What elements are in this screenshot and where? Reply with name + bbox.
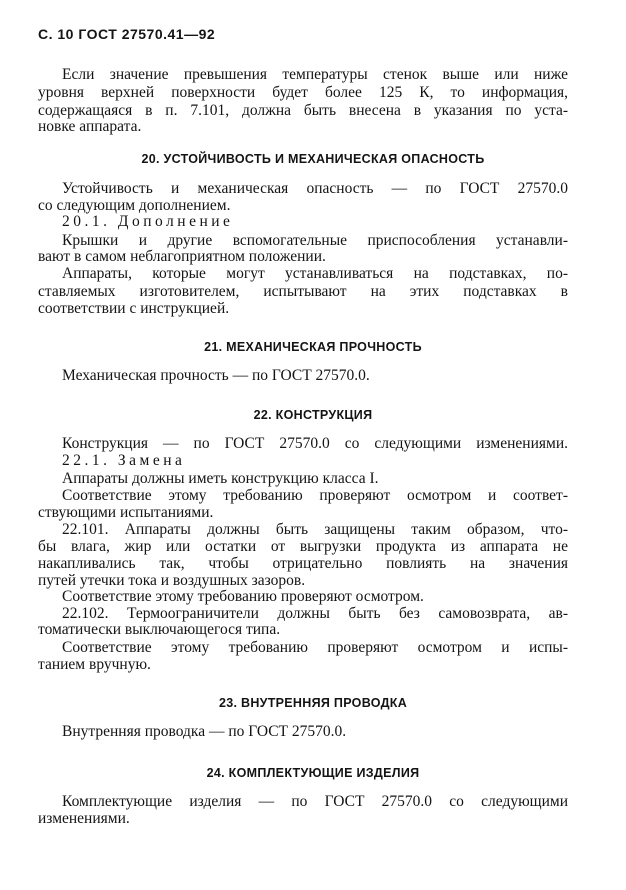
paragraph-line: Соответствие этому требованию проверяют осмотром и соответ-: [62, 487, 568, 504]
section-heading: 23. ВНУТРЕННЯЯ ПРОВОДКА: [218, 696, 408, 710]
paragraph-line: вают в самом неблагоприятном положении.: [38, 248, 326, 265]
clause-label: 20.1. Дополнение: [62, 213, 234, 230]
paragraph-line: уровня верхней поверхности будет более 125 К, то информация,: [38, 84, 568, 101]
paragraph-line: изменениями.: [38, 810, 130, 827]
section-heading: 24. КОМПЛЕКТУЮЩИЕ ИЗДЕЛИЯ: [206, 766, 420, 780]
paragraph-line: Механическая прочность — по ГОСТ 27570.0.: [62, 367, 370, 384]
paragraph-line: новке аппарата.: [38, 118, 142, 135]
paragraph-line: 22.101. Аппараты должны быть защищены таким образом, что-: [62, 521, 568, 538]
paragraph-line: ствующими испытаниями.: [38, 504, 214, 521]
paragraph-line: Конструкция — по ГОСТ 27570.0 со следующими изменениями.: [62, 435, 568, 452]
paragraph-line: Аппараты должны иметь конструкцию класса I.: [62, 470, 379, 487]
paragraph-line: бы влага, жир или остатки от выгрузки продукта из аппарата не: [38, 538, 568, 555]
paragraph-line: 22.102. Термоограничители должны быть без самовозврата, ав-: [62, 605, 568, 622]
clause-label: 22.1. Замена: [62, 452, 186, 469]
paragraph-line: Крышки и другие вспомогательные приспособления устанавли-: [62, 232, 568, 249]
paragraph-line: Если значение превышения температуры стенок выше или ниже: [62, 66, 568, 83]
paragraph-line: Внутренняя проводка — по ГОСТ 27570.0.: [62, 723, 347, 740]
paragraph-line: танием вручную.: [38, 656, 151, 673]
section-heading: 20. УСТОЙЧИВОСТЬ И МЕХАНИЧЕСКАЯ ОПАСНОСТЬ: [141, 152, 485, 166]
paragraph-line: Устойчивость и механическая опасность — по ГОСТ 27570.0: [62, 180, 568, 197]
paragraph-line: путей утечки тока и воздушных зазоров.: [38, 572, 306, 589]
section-heading: 22. КОНСТРУКЦИЯ: [253, 408, 373, 422]
paragraph-line: Аппараты, которые могут устанавливаться на подставках, по-: [62, 265, 568, 282]
paragraph-line: соответствии с инструкцией.: [38, 300, 230, 317]
paragraph-line: содержащаяся в п. 7.101, должна быть внесена в указания по уста-: [38, 102, 568, 119]
paragraph-line: ставляемых изготовителем, испытывают на этих подставках в: [38, 283, 568, 300]
paragraph-line: со следующим дополнением.: [38, 197, 231, 214]
paragraph-line: накапливались так, чтобы отрицательно повлиять на значения: [38, 555, 568, 572]
paragraph-line: Соответствие этому требованию проверяют осмотром.: [62, 588, 424, 605]
section-heading: 21. МЕХАНИЧЕСКАЯ ПРОЧНОСТЬ: [204, 340, 422, 354]
paragraph-line: Комплектующие изделия — по ГОСТ 27570.0 со следующими: [62, 793, 568, 810]
paragraph-line: Соответствие этому требованию проверяют осмотром и испы-: [62, 639, 568, 656]
paragraph-line: томатически выключающегося типа.: [38, 621, 281, 638]
page-header: С. 10 ГОСТ 27570.41—92: [38, 26, 216, 42]
